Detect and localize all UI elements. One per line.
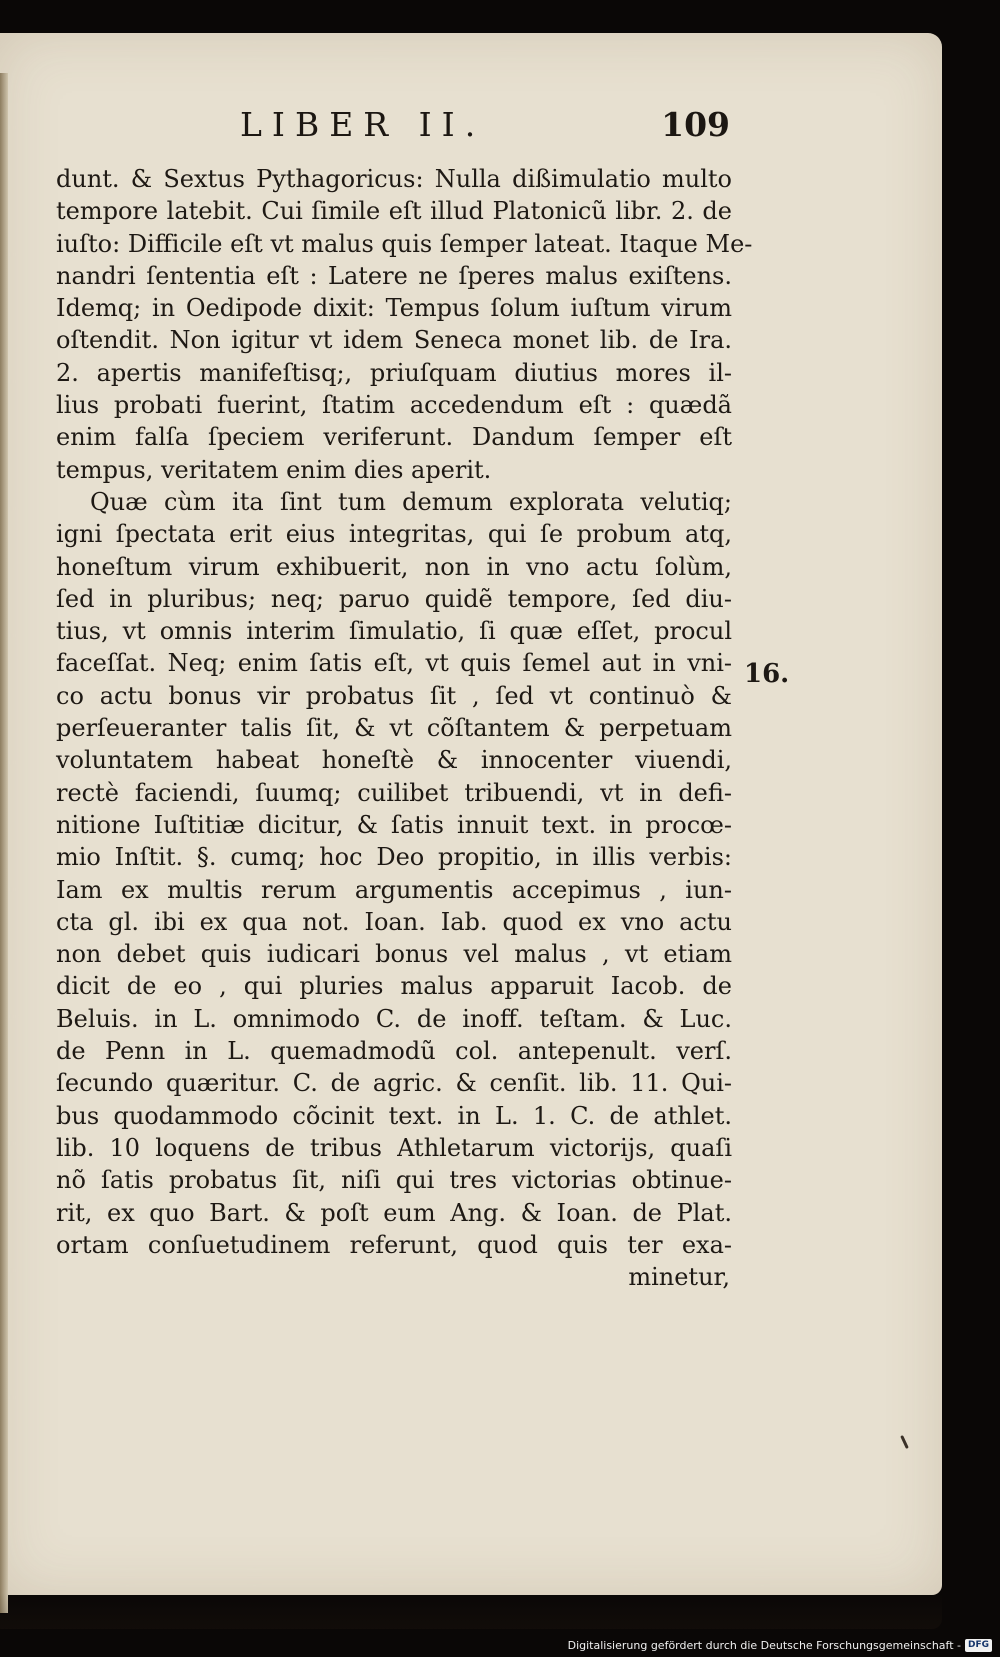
text-line: faceſſat. Neq; enim ſatis eſt, vt quis ſemel aut in vni- xyxy=(56,649,732,678)
running-head: LIBER II. xyxy=(240,105,486,144)
text-line: ſecundo quæritur. C. de agric. & cenſit. lib. 11. Qui- xyxy=(56,1069,732,1098)
credit-text: Digitalisierung gefördert durch die Deutsche Forschungsgemeinschaft - xyxy=(567,1638,961,1652)
text-line: ſed in pluribus; neq; paruo quidẽ tempore, ſed diu- xyxy=(56,584,732,613)
text-line: tempus, veritatem enim dies aperit. xyxy=(56,455,492,484)
text-line: dicit de eo , qui pluries malus apparuit Iacob. de xyxy=(56,972,732,1001)
text-line: tempore latebit. Cui ſimile eſt illud Platonicũ libr. 2. de xyxy=(56,197,732,226)
page-binding-edge xyxy=(0,73,8,1613)
text-line: Quæ cùm ita ſint tum demum explorata velutiq; xyxy=(90,487,732,516)
text-line: voluntatem habeat honeſtè & innocenter viuendi, xyxy=(56,746,732,775)
body-text xyxy=(56,163,753,1293)
catchword: minetur, xyxy=(628,1263,730,1292)
page-bottom-shadow xyxy=(0,1593,942,1629)
text-line: tius, vt omnis interim ſimulatio, ſi quæ eſſet, procul xyxy=(56,617,732,646)
text-line: mio Inſtit. §. cumq; hoc Deo propitio, in illis verbis: xyxy=(56,843,732,872)
text-line: oſtendit. Non igitur vt idem Seneca monet lib. de Ira. xyxy=(56,326,732,355)
text-line: ortam conſuetudinem referunt, quod quis ter exa- xyxy=(56,1230,732,1259)
text-line: rit, ex quo Bart. & poſt eum Ang. & Ioan. de Plat. xyxy=(56,1198,732,1227)
text-line: honeſtum virum exhibuerit, non in vno actu ſolùm, xyxy=(56,552,732,581)
margin-note: 16. xyxy=(744,659,790,689)
text-line: nõ ſatis probatus ſit, niſi qui tres victorias obtinue- xyxy=(56,1166,732,1195)
page-header xyxy=(58,105,730,155)
text-line: cta gl. ibi ex qua not. Ioan. Iab. quod ex vno actu xyxy=(56,907,732,936)
text-line: dunt. & Sextus Pythagoricus: Nulla dißimulatio multo xyxy=(56,165,732,193)
text-line: 2. apertis manifeſtisq;, priuſquam diutius mores il- xyxy=(56,358,732,387)
text-line: lius probati fuerint, ſtatim accedendum eſt : quædã xyxy=(56,391,732,420)
dfg-logo: DFG xyxy=(965,1639,992,1652)
text-line: Iam ex multis rerum argumentis accepimus , iun- xyxy=(56,875,732,904)
text-line: co actu bonus vir probatus ſit , ſed vt continuò & xyxy=(56,681,732,710)
text-line: enim falſa ſpeciem veriferunt. Dandum ſemper eſt xyxy=(56,423,732,452)
text-line: de Penn in L. quemadmodũ col. antepenult. verſ. xyxy=(56,1037,732,1066)
text-line: nandri ſententia eſt : Latere ne ſperes malus exiſtens. xyxy=(56,261,732,290)
text-line: nitione Iuſtitiæ dicitur, & ſatis innuit text. in procœ- xyxy=(56,810,732,839)
text-line: rectè faciendi, ſuumq; cuilibet tribuendi, vt in defi- xyxy=(56,778,732,807)
text-line: iuſto: Difficile eſt vt malus quis ſemper lateat. Itaque Me- xyxy=(56,229,753,258)
text-line: perſeueranter talis ſit, & vt cõſtantem & perpetuam xyxy=(56,714,732,743)
text-line: igni ſpectata erit eius integritas, qui ſe probum atq, xyxy=(56,520,732,549)
text-line: bus quodammodo cõcinit text. in L. 1. C. de athlet. xyxy=(56,1101,732,1130)
page-number: 109 xyxy=(661,105,730,144)
digitization-credit xyxy=(568,1637,992,1653)
text-line: lib. 10 loquens de tribus Athletarum victorijs, quaſi xyxy=(56,1133,732,1162)
text-line: Idemq; in Oedipode dixit: Tempus ſolum iuſtum virum xyxy=(56,294,732,323)
text-line: non debet quis iudicari bonus vel malus , vt etiam xyxy=(56,940,732,969)
text-line: Beluis. in L. omnimodo C. de inoff. teſtam. & Luc. xyxy=(56,1004,732,1033)
